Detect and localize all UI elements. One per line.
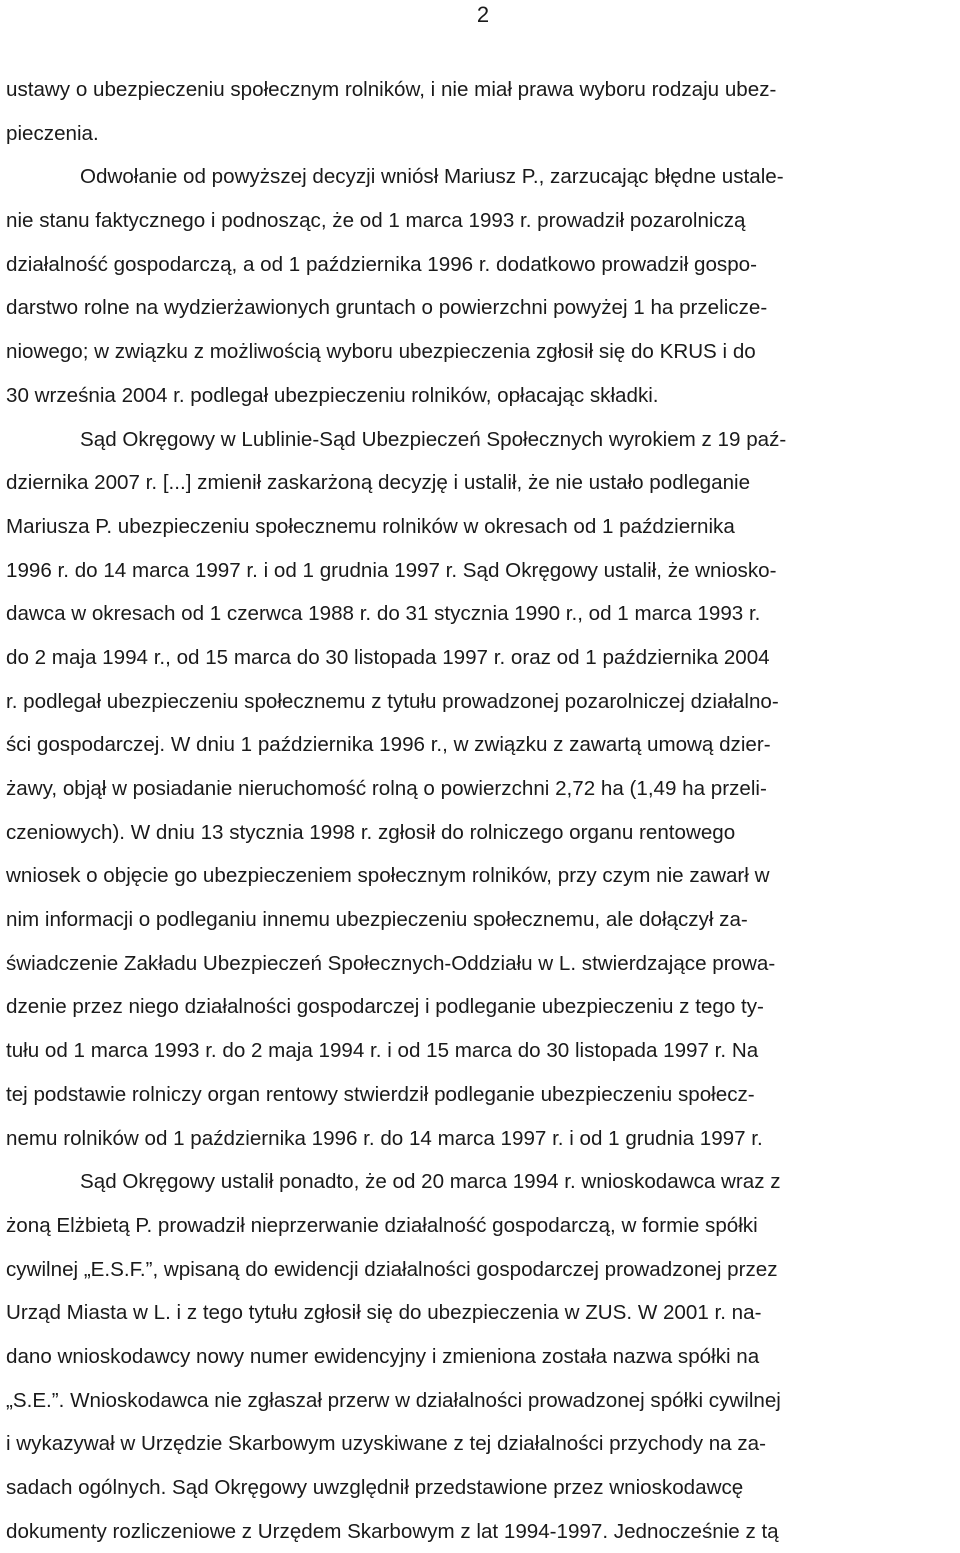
text-line: „S.E.”. Wnioskodawca nie zgłaszał przerw w działalności prowadzonej spółki cywilnej: [6, 1388, 781, 1412]
text-line: cywilnej „E.S.F.”, wpisaną do ewidencji działalności gospodarczej prowadzonej przez: [6, 1257, 778, 1281]
text-line: dzenie przez niego działalności gospodarczej i podleganie ubezpieczeniu z tego ty-: [6, 995, 764, 1019]
text-line: żoną Elżbietą P. prowadził nieprzerwanie działalność gospodarczą, w formie spółki: [6, 1213, 758, 1237]
text-line: Odwołanie od powyższej decyzji wniósł Mariusz P., zarzucając błędne ustale-: [80, 165, 784, 189]
text-line: dano wnioskodawcy nowy numer ewidencyjny i zmieniona została nazwa spółki na: [6, 1344, 760, 1368]
text-line: wniosek o objęcie go ubezpieczeniem społecznym rolników, przy czym nie zawarł w: [6, 864, 770, 888]
text-line: ustawy o ubezpieczeniu społecznym rolników, i nie miał prawa wyboru rodzaju ubez-: [6, 78, 777, 101]
text-line: Mariusza P. ubezpieczeniu społecznemu rolników w okresach od 1 października: [6, 514, 735, 538]
text-line: darstwo rolne na wydzierżawionych gruntach o powierzchni powyżej 1 ha przelicze-: [6, 296, 768, 320]
text-line: pieczenia.: [6, 121, 99, 145]
text-line: dokumenty rozliczeniowe z Urzędem Skarbowym z lat 1994-1997. Jednocześnie z tą: [6, 1519, 779, 1543]
text-line: świadczenie Zakładu Ubezpieczeń Społecznych-Oddziału w L. stwierdzające prowa-: [6, 951, 776, 975]
text-line: i wykazywał w Urzędzie Skarbowym uzyskiwane z tej działalności przychody na za-: [6, 1432, 766, 1456]
text-line: żawy, objął w posiadanie nieruchomość rolną o powierzchni 2,72 ha (1,49 ha przeli-: [6, 777, 767, 800]
text-line: nim informacji o podleganiu innemu ubezpieczeniu społecznemu, ale dołączył za-: [6, 908, 748, 932]
text-line: czeniowych). W dniu 13 stycznia 1998 r. zgłosił do rolniczego organu rentowego: [6, 820, 736, 844]
text-line: Sąd Okręgowy ustalił ponadto, że od 20 marca 1994 r. wnioskodawca wraz z: [80, 1170, 781, 1194]
document-body: [6, 68, 956, 1553]
text-line: r. podlegał ubezpieczeniu społecznemu z tytułu prowadzonej pozarolniczej działalno-: [6, 689, 779, 713]
text-line: tej podstawie rolniczy organ rentowy stwierdził podleganie ubezpieczeniu społecz-: [6, 1082, 755, 1106]
text-line: dawca w okresach od 1 czerwca 1988 r. do 31 stycznia 1990 r., od 1 marca 1993 r.: [6, 602, 761, 626]
page-number: 2: [476, 2, 490, 27]
text-line: 1996 r. do 14 marca 1997 r. i od 1 grudnia 1997 r. Sąd Okręgowy ustalił, że wniosko-: [6, 558, 777, 582]
text-line: 30 września 2004 r. podlegał ubezpieczeniu rolników, opłacając składki.: [6, 383, 659, 407]
text-line: Urząd Miasta w L. i z tego tytułu zgłosił się do ubezpieczenia w ZUS. W 2001 r. na-: [6, 1301, 762, 1325]
text-line: nemu rolników od 1 października 1996 r. do 14 marca 1997 r. i od 1 grudnia 1997 r.: [6, 1126, 763, 1150]
text-line: działalność gospodarczą, a od 1 października 1996 r. dodatkowo prowadził gospo-: [6, 252, 757, 276]
text-line: ści gospodarczej. W dniu 1 października 1996 r., w związku z zawartą umową dzier-: [6, 733, 771, 757]
text-line: tułu od 1 marca 1993 r. do 2 maja 1994 r. i od 15 marca do 30 listopada 1997 r. Na: [6, 1039, 759, 1063]
text-line: niowego; w związku z możliwością wyboru ubezpieczenia zgłosił się do KRUS i do: [6, 340, 756, 364]
text-line: Sąd Okręgowy w Lublinie-Sąd Ubezpieczeń Społecznych wyrokiem z 19 paź-: [80, 427, 787, 451]
text-line: do 2 maja 1994 r., od 15 marca do 30 listopada 1997 r. oraz od 1 października 2004: [6, 645, 770, 669]
text-line: sadach ogólnych. Sąd Okręgowy uwzględnił przedstawione przez wnioskodawcę: [6, 1476, 744, 1499]
text-line: nie stanu faktycznego i podnosząc, że od 1 marca 1993 r. prowadził pozarolniczą: [6, 209, 746, 233]
text-line: dziernika 2007 r. [...] zmienił zaskarżoną decyzję i ustalił, że nie ustało podleganie: [6, 471, 751, 495]
